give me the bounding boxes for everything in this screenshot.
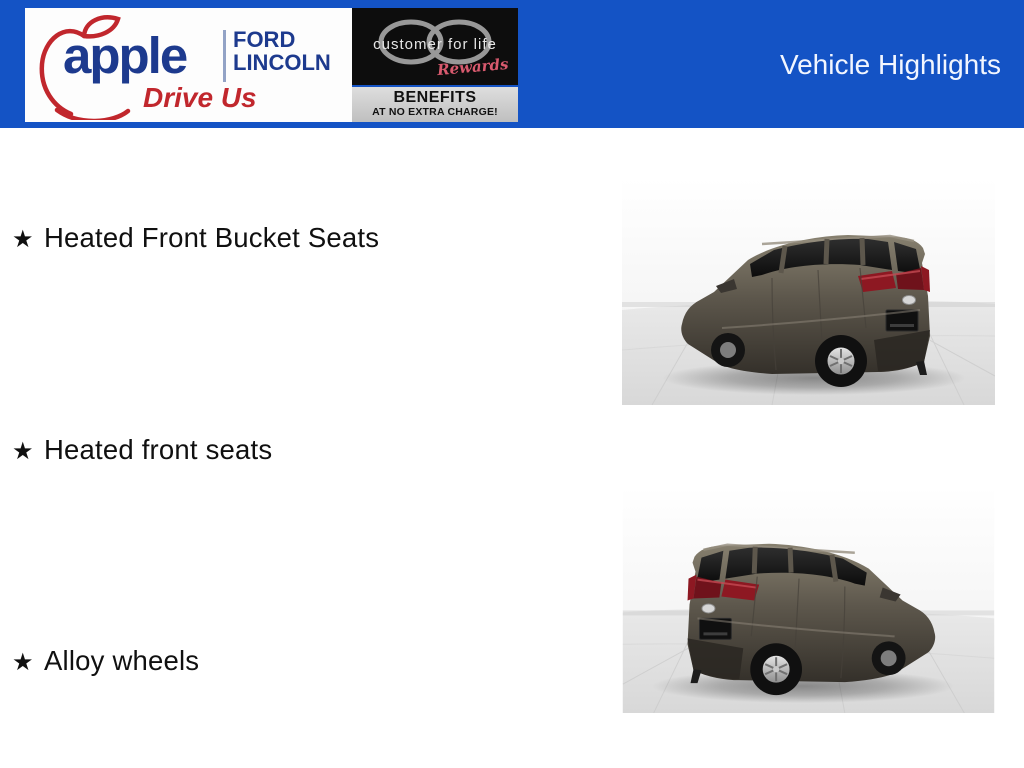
- highlight-label: Alloy wheels: [44, 645, 200, 676]
- vehicle-photo-rear-left: [622, 178, 995, 405]
- logo-divider: [223, 30, 226, 82]
- vehicle-photo-rear-right: [622, 487, 995, 713]
- header-banner: [0, 0, 1024, 128]
- dealer-logo: [25, 8, 352, 122]
- benefits-title: BENEFITS: [393, 89, 477, 106]
- brand-ford: FORD: [233, 27, 296, 52]
- highlight-label: Heated front seats: [44, 434, 273, 465]
- highlight-label: Heated Front Bucket Seats: [44, 222, 380, 253]
- dealer-name: apple: [63, 27, 187, 84]
- highlight-item: [12, 224, 379, 252]
- brand-lincoln: LINCOLN: [233, 50, 331, 75]
- star-bullet-icon: ★: [12, 226, 34, 253]
- star-bullet-icon: ★: [12, 649, 34, 676]
- minivan-illustration-mirrored: [622, 487, 995, 713]
- minivan-illustration: [622, 178, 995, 405]
- page-title: Vehicle Highlights: [779, 49, 1001, 80]
- rewards-script-text: Rewards: [435, 54, 509, 80]
- star-bullet-icon: ★: [12, 438, 34, 465]
- highlight-item: [12, 436, 272, 464]
- benefits-subtitle: AT NO EXTRA CHARGE!: [372, 105, 498, 118]
- benefits-badge: [352, 87, 518, 122]
- customer-for-life-badge: [352, 8, 518, 85]
- highlight-item: [12, 647, 199, 675]
- customer-for-life-text: customer for life: [373, 36, 497, 53]
- dealer-tagline: Drive Us: [143, 82, 257, 113]
